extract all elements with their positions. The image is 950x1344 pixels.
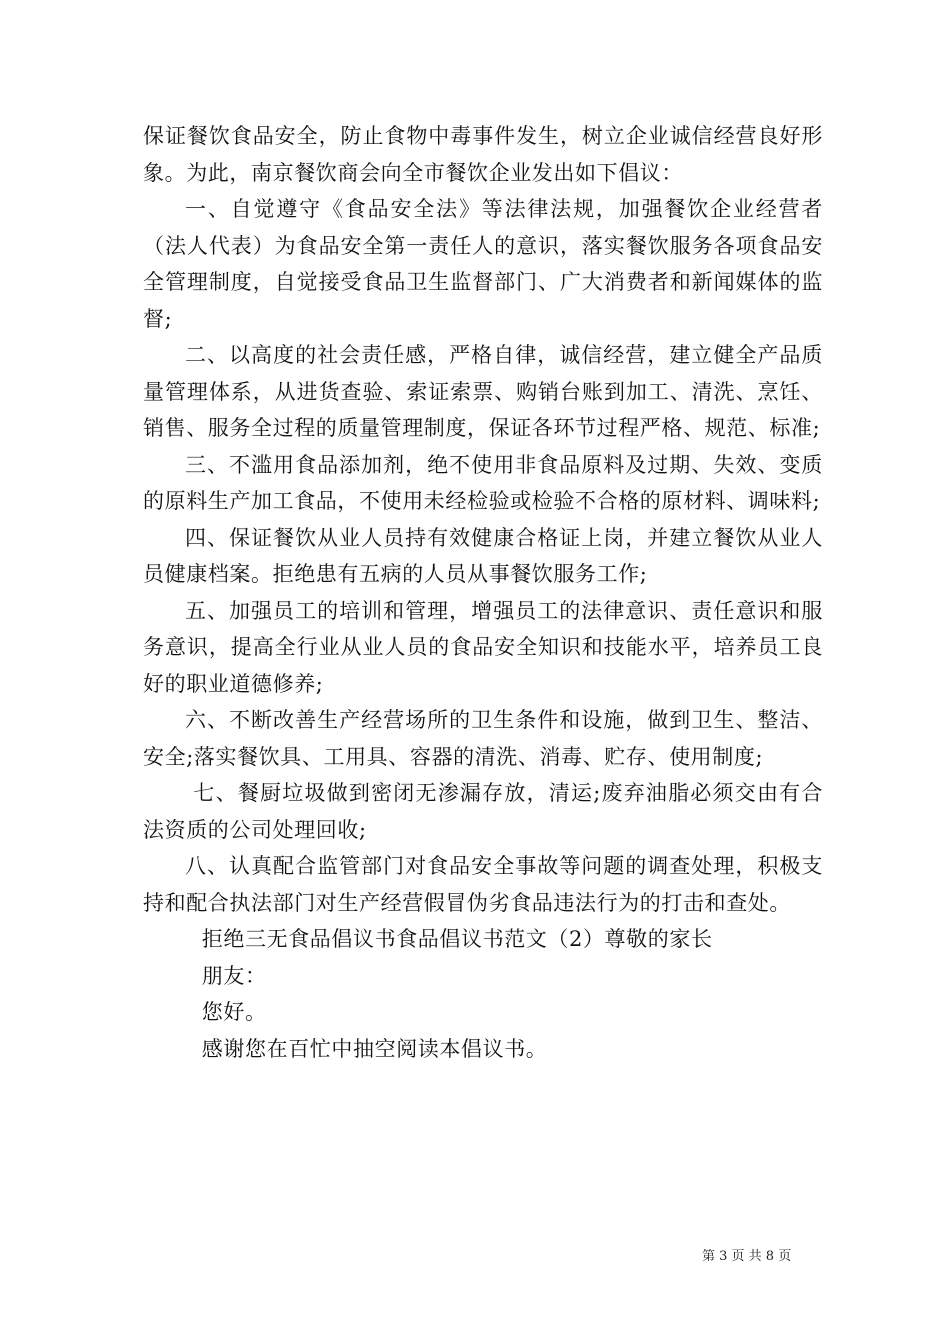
closing-line-greeting: 您好。 — [201, 1000, 267, 1024]
closing-line-title: 拒绝三无食品倡议书食品倡议书范文（2）尊敬的家长 — [201, 927, 713, 951]
paragraph-item-5: 五、加强员工的培训和管理，增强员工的法律意识、责任意识和服务意识，提高全行业从业人员的食品安全知识和技能水平，培养员工良好的职业道德修养; — [143, 598, 823, 696]
paragraph-item-2: 二、以高度的社会责任感，严格自律，诚信经营，建立健全产品质量管理体系，从进货查验、索证索票、购销台账到加工、清洗、烹饪、销售、服务全过程的质量管理制度，保证各环节过程严格、规范、标准; — [143, 343, 823, 440]
document-body — [143, 118, 823, 1067]
page-number-footer: 第 3 页 共 8 页 — [702, 1249, 792, 1264]
paragraph-item-7: 七、餐厨垃圾做到密闭无渗漏存放，清运;废弃油脂必须交由有合法资质的公司处理回收; — [143, 781, 823, 842]
paragraph-intro: 保证餐饮食品安全，防止食物中毒事件发生，树立企业诚信经营良好形象。为此，南京餐饮商会向全市餐饮企业发出如下倡议： — [143, 124, 823, 185]
paragraph-item-6: 六、不断改善生产经营场所的卫生条件和设施，做到卫生、整洁、安全;落实餐饮具、工用具、容器的清洗、消毒、贮存、使用制度; — [143, 708, 823, 769]
paragraph-item-8: 八、认真配合监管部门对食品安全事故等问题的调查处理，积极支持和配合执法部门对生产经营假冒伪劣食品违法行为的打击和查处。 — [143, 854, 823, 915]
paragraph-item-4: 四、保证餐饮从业人员持有效健康合格证上岗，并建立餐饮从业人员健康档案。拒绝患有五病的人员从事餐饮服务工作; — [143, 525, 823, 586]
paragraph-item-1: 一、自觉遵守《食品安全法》等法律法规，加强餐饮企业经营者（法人代表）为食品安全第一责任人的意识，落实餐饮服务各项食品安全管理制度，自觉接受食品卫生监督部门、广大消费者和新闻媒体的监督; — [143, 197, 823, 331]
closing-line-thanks: 感谢您在百忙中抽空阅读本倡议书。 — [201, 1036, 548, 1061]
closing-line-salutation: 朋友： — [201, 963, 267, 988]
paragraph-item-3: 三、不滥用食品添加剂，绝不使用非食品原料及过期、失效、变质的原料生产加工食品，不使用未经检验或检验不合格的原材料、调味料; — [143, 452, 823, 513]
